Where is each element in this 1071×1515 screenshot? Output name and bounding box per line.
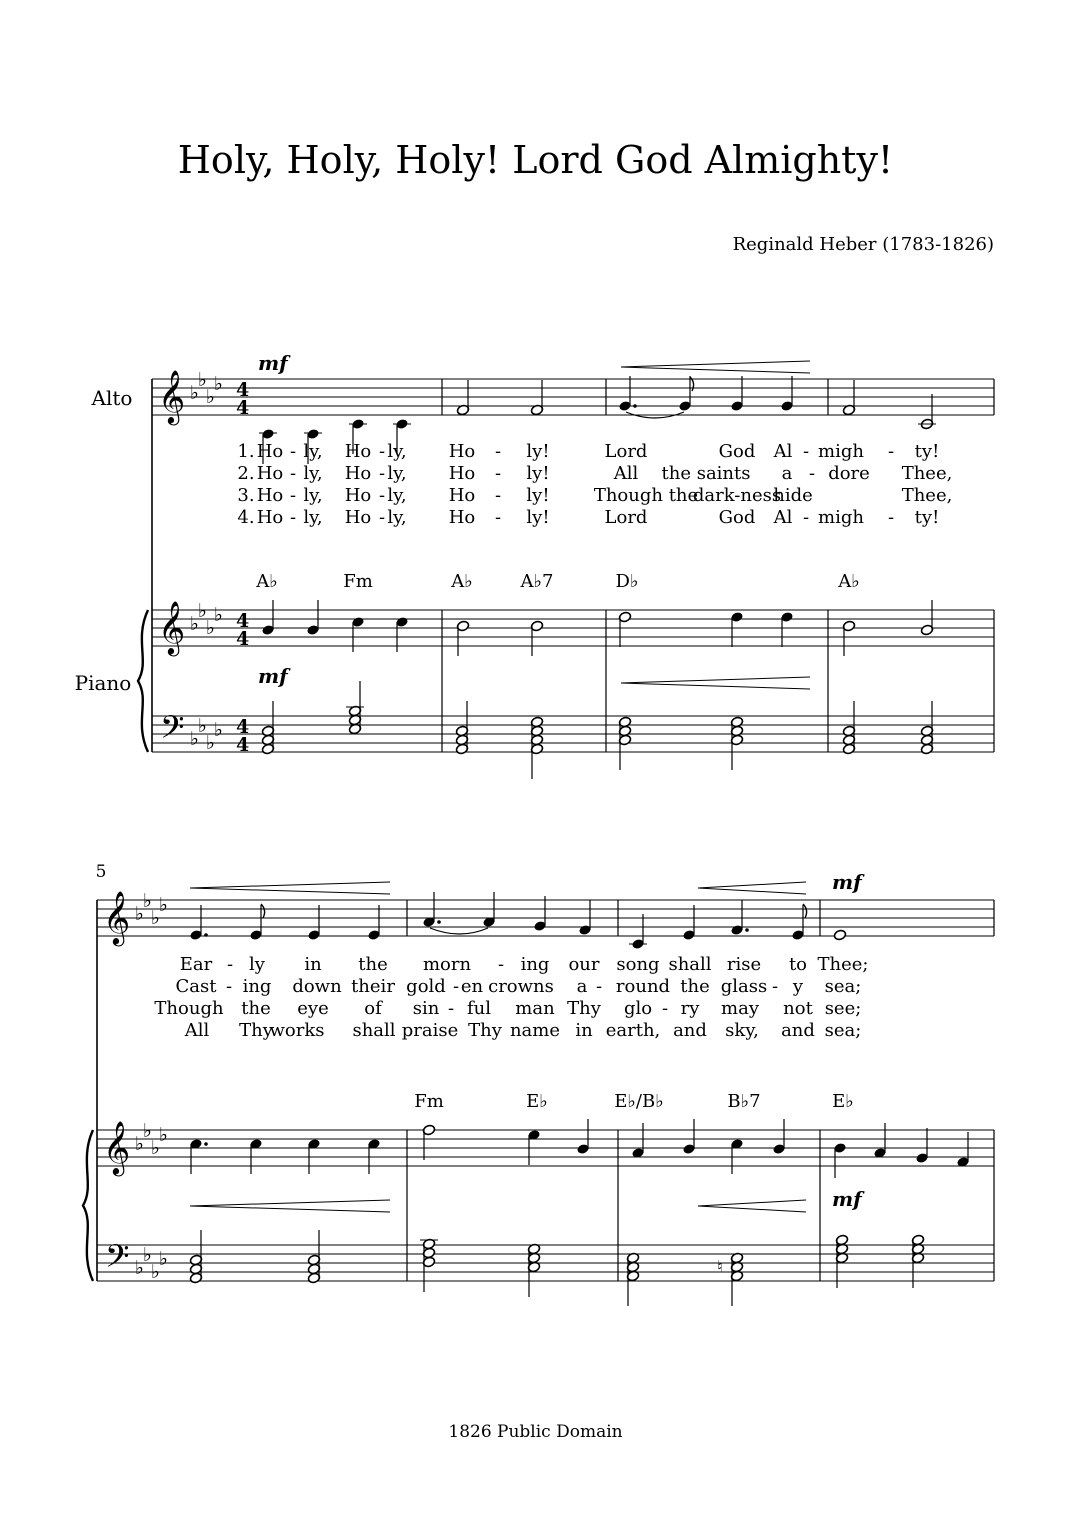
lyric-syllable: migh bbox=[818, 441, 864, 462]
lyric-syllable: the bbox=[358, 954, 388, 975]
treble-clef: 𝄞 bbox=[158, 369, 186, 423]
lyric-syllable: 3. bbox=[237, 485, 255, 506]
lyric-syllable: crowns bbox=[488, 976, 554, 997]
lyric-syllable: see; bbox=[824, 998, 862, 1019]
lyric-syllable: the bbox=[680, 976, 710, 997]
chord-symbol: E♭ bbox=[832, 1091, 854, 1112]
lyric-syllable: - bbox=[595, 976, 603, 997]
note-head bbox=[833, 929, 846, 941]
lyric-syllable: en bbox=[460, 976, 484, 997]
lyric-syllable: our bbox=[568, 954, 600, 975]
treble-clef: 𝄞 bbox=[103, 1120, 131, 1174]
lyric-syllable: ly, bbox=[387, 463, 407, 484]
augmentation-dot bbox=[204, 933, 208, 937]
lyric-syllable: round bbox=[615, 976, 671, 997]
lyric-syllable: - bbox=[226, 954, 234, 975]
lyric-syllable: sea; bbox=[824, 976, 862, 997]
dynamic-mf: mf bbox=[258, 351, 288, 375]
lyric-syllable: Though bbox=[154, 998, 224, 1019]
lyric-syllable: Lord bbox=[604, 507, 648, 528]
lyric-syllable: eye bbox=[297, 998, 329, 1019]
lyric-syllable: - bbox=[225, 976, 233, 997]
time-signature-numerator: 4 bbox=[236, 610, 250, 632]
flat-sign: ♭ bbox=[135, 1133, 144, 1155]
flat-sign: ♭ bbox=[159, 894, 168, 916]
treble-clef: 𝄞 bbox=[103, 890, 131, 944]
flat-sign: ♭ bbox=[214, 604, 223, 626]
lyric-syllable: Ho bbox=[256, 441, 284, 462]
augmentation-dot bbox=[204, 1142, 208, 1146]
lyric-syllable: ty! bbox=[914, 441, 940, 462]
lyric-syllable: ly! bbox=[526, 441, 550, 462]
composer-credit: Reginald Heber (1783-1826) bbox=[732, 234, 994, 255]
lyric-syllable: ly, bbox=[387, 507, 407, 528]
lyric-syllable: ly, bbox=[387, 485, 407, 506]
lyric-syllable: - bbox=[771, 976, 779, 997]
lyric-syllable: ly, bbox=[303, 441, 323, 462]
lyric-syllable: works bbox=[269, 1020, 325, 1041]
lyric-syllable: ing bbox=[520, 954, 550, 975]
time-signature-numerator: 4 bbox=[236, 379, 250, 401]
lyric-syllable: - bbox=[378, 485, 386, 506]
chord-symbol: E♭ bbox=[526, 1091, 548, 1112]
lyric-syllable: Though the bbox=[593, 485, 699, 506]
lyric-syllable: Ho bbox=[344, 507, 372, 528]
lyric-syllable: - bbox=[289, 507, 297, 528]
lyric-syllable: - bbox=[289, 463, 297, 484]
lyric-syllable: Ho bbox=[448, 485, 476, 506]
lyric-syllable: a bbox=[576, 976, 588, 997]
lyric-syllable: sea; bbox=[824, 1020, 862, 1041]
flat-sign: ♭ bbox=[214, 719, 223, 741]
crescendo-hairpin bbox=[190, 1206, 390, 1212]
augmentation-dot bbox=[745, 928, 749, 932]
lyric-syllable: - bbox=[497, 954, 505, 975]
lyric-syllable: the bbox=[241, 998, 271, 1019]
lyric-syllable: in bbox=[304, 954, 322, 975]
crescendo-hairpin bbox=[190, 1200, 390, 1206]
instrument-label-alto: Alto bbox=[91, 386, 133, 410]
lyric-syllable: - bbox=[661, 998, 669, 1019]
lyric-syllable: ly, bbox=[303, 485, 323, 506]
lyric-syllable: their bbox=[351, 976, 395, 997]
flat-sign: ♭ bbox=[159, 1248, 168, 1270]
lyric-syllable: ly! bbox=[526, 485, 550, 506]
tie bbox=[430, 928, 488, 934]
lyric-syllable: down bbox=[292, 976, 342, 997]
lyric-syllable: - bbox=[808, 463, 816, 484]
lyric-syllable: Cast bbox=[175, 976, 217, 997]
treble-clef: 𝄞 bbox=[158, 600, 186, 654]
lyric-syllable: gold bbox=[406, 976, 446, 997]
lyric-syllable: Thee, bbox=[901, 463, 953, 484]
crescendo-hairpin bbox=[621, 361, 810, 367]
flat-sign: ♭ bbox=[206, 386, 215, 408]
flat-sign: ♭ bbox=[143, 890, 152, 912]
lyric-syllable: in bbox=[575, 1020, 593, 1041]
lyric-syllable: dore bbox=[828, 463, 870, 484]
lyric-syllable: song bbox=[616, 954, 660, 975]
crescendo-hairpin bbox=[698, 882, 806, 888]
augmentation-dot bbox=[437, 920, 441, 924]
crescendo-hairpin bbox=[190, 888, 390, 894]
dynamic-mf: mf bbox=[832, 870, 862, 894]
lyric-syllable: - bbox=[494, 485, 502, 506]
chord-symbol: E♭/B♭ bbox=[614, 1091, 664, 1112]
time-signature-denominator: 4 bbox=[236, 734, 250, 756]
lyric-syllable: Ear bbox=[179, 954, 213, 975]
flat-sign: ♭ bbox=[135, 1257, 144, 1279]
time-signature-denominator: 4 bbox=[236, 628, 250, 650]
chord-symbol: Fm bbox=[414, 1091, 444, 1112]
lyric-syllable: ry bbox=[680, 998, 700, 1019]
lyric-syllable: earth, bbox=[605, 1020, 661, 1041]
lyric-syllable: All bbox=[613, 463, 639, 484]
crescendo-hairpin bbox=[698, 1200, 806, 1206]
lyric-syllable: ly, bbox=[303, 507, 323, 528]
lyric-syllable: and bbox=[673, 1020, 707, 1041]
flat-sign: ♭ bbox=[151, 1137, 160, 1159]
lyric-syllable: - bbox=[452, 976, 460, 997]
time-signature-numerator: 4 bbox=[236, 716, 250, 738]
lyric-syllable: migh bbox=[818, 507, 864, 528]
lyric-syllable: not bbox=[783, 998, 813, 1019]
lyric-syllable: - bbox=[802, 507, 810, 528]
dynamic-mf: mf bbox=[832, 1187, 862, 1211]
lyric-syllable: 2. bbox=[237, 463, 255, 484]
lyric-syllable: of bbox=[364, 998, 382, 1019]
lyric-syllable: - bbox=[378, 463, 386, 484]
lyric-syllable: All bbox=[184, 1020, 210, 1041]
lyric-syllable: the saints bbox=[661, 463, 751, 484]
lyric-syllable: ly, bbox=[387, 441, 407, 462]
flat-sign: ♭ bbox=[206, 732, 215, 754]
lyric-syllable: - bbox=[447, 998, 455, 1019]
piano-brace bbox=[83, 1130, 93, 1281]
flat-sign: ♭ bbox=[214, 373, 223, 395]
lyric-syllable: - bbox=[289, 485, 297, 506]
flat-sign: ♭ bbox=[159, 1124, 168, 1146]
crescendo-hairpin bbox=[698, 888, 806, 894]
lyric-syllable: Thy bbox=[468, 1020, 502, 1041]
lyric-syllable: name bbox=[509, 1020, 561, 1041]
lyric-syllable: Thy bbox=[239, 1020, 273, 1041]
lyric-syllable: ly! bbox=[526, 507, 550, 528]
lyric-syllable: Thee; bbox=[817, 954, 869, 975]
chord-symbol: A♭ bbox=[838, 571, 860, 592]
chord-symbol: D♭ bbox=[615, 571, 639, 592]
crescendo-hairpin bbox=[621, 367, 810, 373]
lyric-syllable: Ho bbox=[448, 441, 476, 462]
lyric-syllable: God bbox=[718, 507, 756, 528]
measure-number: 5 bbox=[95, 862, 107, 882]
lyric-syllable: - bbox=[494, 463, 502, 484]
lyric-syllable: to bbox=[788, 954, 808, 975]
dynamic-mf: mf bbox=[258, 664, 288, 688]
chord-symbol: B♭7 bbox=[727, 1091, 761, 1112]
lyric-syllable: ly bbox=[249, 954, 265, 975]
lyric-syllable: Ho bbox=[448, 463, 476, 484]
flat-sign: ♭ bbox=[143, 1120, 152, 1142]
flat-sign: ♭ bbox=[206, 617, 215, 639]
lyric-syllable: Lord bbox=[604, 441, 648, 462]
lyric-syllable: man bbox=[515, 998, 555, 1019]
lyric-syllable: - bbox=[494, 441, 502, 462]
score-title: Holy, Holy, Holy! Lord God Almighty! bbox=[177, 138, 894, 182]
lyric-syllable: 1. bbox=[237, 441, 255, 462]
lyric-syllable: dark-ness bbox=[692, 485, 782, 506]
flat-sign: ♭ bbox=[198, 600, 207, 622]
lyric-syllable: ly, bbox=[303, 463, 323, 484]
lyric-syllable: ful bbox=[466, 998, 492, 1019]
lyric-syllable: ing bbox=[242, 976, 272, 997]
lyric-syllable: shall bbox=[668, 954, 712, 975]
chord-symbol: A♭ bbox=[451, 571, 473, 592]
lyric-syllable: - bbox=[289, 441, 297, 462]
flat-sign: ♭ bbox=[135, 903, 144, 925]
lyric-syllable: Ho bbox=[256, 463, 284, 484]
lyric-syllable: ty! bbox=[914, 507, 940, 528]
lyric-syllable: Ho bbox=[344, 463, 372, 484]
bass-clef: 𝄢 bbox=[105, 1238, 130, 1282]
lyric-syllable: glass bbox=[720, 976, 768, 997]
lyric-syllable: Al bbox=[773, 441, 793, 462]
lyric-syllable: morn bbox=[422, 954, 472, 975]
lyric-syllable: Ho bbox=[448, 507, 476, 528]
lyric-syllable: God bbox=[718, 441, 756, 462]
crescendo-hairpin bbox=[621, 683, 810, 689]
lyric-syllable: - bbox=[494, 507, 502, 528]
flat-sign: ♭ bbox=[198, 369, 207, 391]
flat-sign: ♭ bbox=[190, 613, 199, 635]
lyric-syllable: shall bbox=[352, 1020, 396, 1041]
augmentation-dot bbox=[633, 404, 637, 408]
copyright-footer: 1826 Public Domain bbox=[448, 1422, 623, 1442]
flat-sign: ♭ bbox=[190, 382, 199, 404]
lyric-syllable: Al bbox=[773, 507, 793, 528]
lyric-syllable: Ho bbox=[344, 441, 372, 462]
lyric-syllable: praise bbox=[401, 1020, 459, 1041]
crescendo-hairpin bbox=[621, 677, 810, 683]
lyric-syllable: sin bbox=[412, 998, 440, 1019]
piano-brace bbox=[138, 610, 148, 752]
natural-sign: ♮ bbox=[717, 1257, 723, 1276]
chord-symbol: Fm bbox=[343, 571, 373, 592]
lyric-syllable: ly! bbox=[526, 463, 550, 484]
lyric-syllable: a bbox=[781, 463, 793, 484]
lyric-syllable: - bbox=[378, 441, 386, 462]
chord-symbol: A♭ bbox=[256, 571, 278, 592]
flat-sign: ♭ bbox=[151, 907, 160, 929]
flat-sign: ♭ bbox=[143, 1244, 152, 1266]
chord-symbol: A♭7 bbox=[520, 571, 554, 592]
time-signature-denominator: 4 bbox=[236, 397, 250, 419]
flat-sign: ♭ bbox=[198, 715, 207, 737]
flat-sign: ♭ bbox=[151, 1261, 160, 1283]
lyric-syllable: - bbox=[802, 441, 810, 462]
lyric-syllable: hide bbox=[773, 485, 813, 506]
lyric-syllable: Ho bbox=[344, 485, 372, 506]
lyric-syllable: - bbox=[378, 507, 386, 528]
crescendo-hairpin bbox=[190, 882, 390, 888]
lyric-syllable: may bbox=[721, 998, 759, 1019]
lyric-syllable: - bbox=[887, 441, 895, 462]
lyric-syllable: 4. bbox=[237, 507, 255, 528]
crescendo-hairpin bbox=[698, 1206, 806, 1212]
lyric-syllable: and bbox=[781, 1020, 815, 1041]
lyric-syllable: - bbox=[887, 507, 895, 528]
lyric-syllable: Ho bbox=[256, 485, 284, 506]
lyric-syllable: Ho bbox=[256, 507, 284, 528]
lyric-syllable: Thy bbox=[567, 998, 601, 1019]
bass-clef: 𝄢 bbox=[160, 709, 185, 753]
lyric-syllable: rise bbox=[726, 954, 762, 975]
lyric-syllable: glo bbox=[623, 998, 653, 1019]
instrument-label-piano: Piano bbox=[74, 671, 132, 695]
flat-sign: ♭ bbox=[190, 728, 199, 750]
lyric-syllable: sky, bbox=[725, 1020, 759, 1041]
lyric-syllable: y bbox=[792, 976, 804, 997]
lyric-syllable: Thee, bbox=[901, 485, 953, 506]
